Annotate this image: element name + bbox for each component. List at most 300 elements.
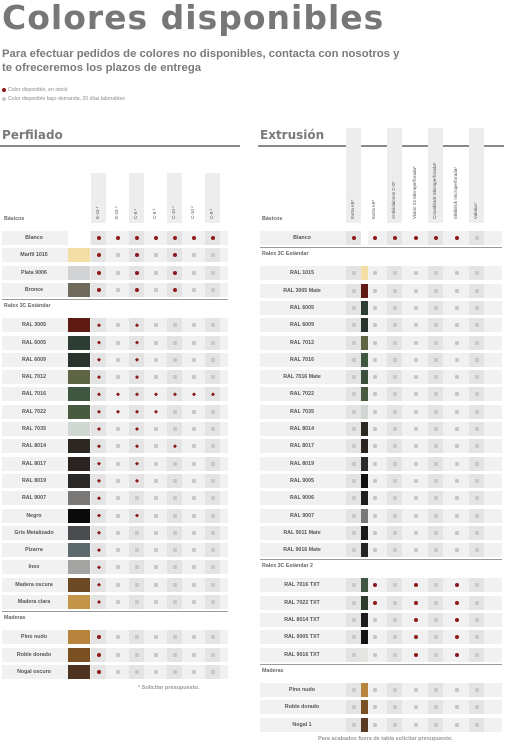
availability-cell bbox=[186, 560, 201, 574]
availability-cell bbox=[449, 509, 464, 523]
on-demand-dot-icon bbox=[211, 583, 215, 587]
availability-cell bbox=[91, 387, 106, 401]
on-demand-dot-icon bbox=[154, 358, 158, 362]
availability-cell bbox=[91, 439, 106, 453]
availability-cell bbox=[346, 683, 361, 697]
on-demand-dot-icon bbox=[414, 410, 418, 414]
availability-cell bbox=[129, 405, 144, 419]
on-demand-dot-icon bbox=[116, 531, 120, 535]
perfilado-row bbox=[2, 664, 228, 680]
availability-cell bbox=[428, 318, 443, 332]
availability-cell bbox=[346, 457, 361, 471]
on-demand-dot-icon bbox=[352, 688, 356, 692]
availability-cell bbox=[428, 231, 443, 245]
color-name: RAL 7022 TXT bbox=[260, 596, 344, 610]
availability-cell bbox=[449, 474, 464, 488]
availability-cell bbox=[205, 422, 220, 436]
extrusion-column-label: Visión 24 Microperforada* bbox=[411, 166, 417, 219]
availability-cell bbox=[91, 509, 106, 523]
on-demand-dot-icon bbox=[434, 358, 438, 362]
availability-cell bbox=[367, 543, 382, 557]
color-name: Madera oscura bbox=[2, 578, 66, 592]
in-stock-dot-icon bbox=[352, 236, 356, 240]
availability-cell bbox=[167, 353, 182, 367]
availability-cell bbox=[186, 405, 201, 419]
on-demand-dot-icon bbox=[393, 705, 397, 709]
availability-cell bbox=[167, 457, 182, 471]
on-demand-dot-icon bbox=[475, 289, 479, 293]
on-demand-dot-icon bbox=[173, 341, 177, 345]
on-demand-dot-icon bbox=[135, 653, 139, 657]
on-demand-dot-icon bbox=[211, 288, 215, 292]
availability-cell bbox=[408, 318, 423, 332]
availability-cell bbox=[387, 370, 402, 384]
color-name: RAL 7022 bbox=[260, 387, 344, 401]
availability-cell bbox=[110, 578, 125, 592]
on-demand-dot-icon bbox=[116, 444, 120, 448]
group-divider bbox=[260, 559, 502, 560]
on-demand-dot-icon bbox=[154, 565, 158, 569]
availability-cell bbox=[205, 266, 220, 280]
availability-cell bbox=[110, 648, 125, 662]
on-demand-dot-icon bbox=[455, 496, 459, 500]
on-demand-dot-icon bbox=[373, 496, 377, 500]
perfilado-column-4 bbox=[167, 173, 182, 223]
in-stock-dot-icon bbox=[97, 653, 101, 657]
on-demand-dot-icon bbox=[352, 548, 356, 552]
availability-cell bbox=[449, 578, 464, 592]
on-demand-dot-icon bbox=[393, 392, 397, 396]
in-stock-dot-icon bbox=[97, 600, 101, 604]
color-name: RAL 6009 bbox=[2, 353, 66, 367]
availability-cell bbox=[129, 266, 144, 280]
on-demand-dot-icon bbox=[192, 375, 196, 379]
availability-cell bbox=[91, 231, 106, 245]
availability-cell bbox=[469, 509, 484, 523]
on-demand-dot-icon bbox=[373, 688, 377, 692]
on-demand-dot-icon bbox=[135, 600, 139, 604]
availability-cell bbox=[428, 648, 443, 662]
on-demand-dot-icon bbox=[434, 618, 438, 622]
on-demand-dot-icon bbox=[154, 341, 158, 345]
in-stock-dot-icon bbox=[192, 236, 196, 240]
on-demand-dot-icon bbox=[455, 427, 459, 431]
in-stock-dot-icon bbox=[97, 288, 101, 292]
in-stock-dot-icon bbox=[154, 410, 158, 414]
on-demand-dot-icon bbox=[393, 514, 397, 518]
color-name: RAL 9005 bbox=[260, 474, 344, 488]
extrusion-column-1 bbox=[367, 128, 382, 223]
on-demand-dot-icon bbox=[373, 531, 377, 535]
availability-cell bbox=[428, 509, 443, 523]
on-demand-dot-icon bbox=[434, 496, 438, 500]
availability-cell bbox=[449, 683, 464, 697]
availability-cell bbox=[408, 284, 423, 298]
availability-cell bbox=[367, 578, 382, 592]
on-demand-dot-icon bbox=[434, 375, 438, 379]
availability-cell bbox=[449, 439, 464, 453]
availability-cell bbox=[367, 630, 382, 644]
perfilado-column-6 bbox=[205, 173, 220, 223]
legend-demand bbox=[2, 96, 125, 102]
availability-cell bbox=[449, 336, 464, 350]
on-demand-dot-icon bbox=[475, 375, 479, 379]
availability-cell bbox=[469, 284, 484, 298]
in-stock-dot-icon bbox=[97, 271, 101, 275]
extrusion-row bbox=[260, 386, 502, 402]
on-demand-dot-icon bbox=[414, 688, 418, 692]
on-demand-dot-icon bbox=[154, 323, 158, 327]
availability-cell bbox=[186, 648, 201, 662]
on-demand-dot-icon bbox=[192, 323, 196, 327]
availability-cell bbox=[148, 231, 163, 245]
availability-cell bbox=[110, 422, 125, 436]
on-demand-dot-icon bbox=[434, 271, 438, 275]
color-name: RAL 3005 Mate bbox=[260, 284, 344, 298]
availability-cell bbox=[129, 578, 144, 592]
color-name: Blanco bbox=[260, 231, 344, 245]
on-demand-dot-icon bbox=[352, 583, 356, 587]
availability-cell bbox=[148, 422, 163, 436]
availability-cell bbox=[408, 353, 423, 367]
availability-cell bbox=[186, 353, 201, 367]
in-stock-dot-icon bbox=[414, 601, 418, 605]
availability-cell bbox=[91, 491, 106, 505]
color-name: RAL 6005 bbox=[260, 301, 344, 315]
color-swatch bbox=[68, 595, 90, 609]
on-demand-dot-icon bbox=[192, 583, 196, 587]
availability-cell bbox=[205, 526, 220, 540]
availability-cell bbox=[129, 439, 144, 453]
availability-cell bbox=[469, 353, 484, 367]
on-demand-dot-icon bbox=[475, 479, 479, 483]
on-demand-dot-icon bbox=[352, 723, 356, 727]
on-demand-dot-icon bbox=[192, 653, 196, 657]
perfilado-row bbox=[2, 386, 228, 402]
availability-cell bbox=[110, 336, 125, 350]
availability-cell bbox=[449, 266, 464, 280]
availability-cell bbox=[129, 248, 144, 262]
availability-cell bbox=[469, 700, 484, 714]
on-demand-dot-icon bbox=[192, 496, 196, 500]
in-stock-dot-icon bbox=[97, 462, 101, 466]
on-demand-dot-icon bbox=[475, 462, 479, 466]
color-swatch bbox=[68, 336, 90, 350]
color-name: RAL 8017 bbox=[260, 439, 344, 453]
availability-cell bbox=[408, 718, 423, 732]
on-demand-dot-icon bbox=[154, 462, 158, 466]
perfilado-row bbox=[2, 265, 228, 281]
on-demand-dot-icon bbox=[192, 410, 196, 414]
availability-cell bbox=[469, 231, 484, 245]
on-demand-dot-icon bbox=[373, 548, 377, 552]
on-demand-dot-icon bbox=[414, 531, 418, 535]
in-stock-dot-icon bbox=[414, 583, 418, 587]
availability-cell bbox=[428, 439, 443, 453]
on-demand-dot-icon bbox=[192, 531, 196, 535]
availability-cell bbox=[428, 474, 443, 488]
section-extrusion-title: Extrusión bbox=[260, 128, 325, 142]
availability-cell bbox=[428, 491, 443, 505]
color-name: RAL 1015 bbox=[260, 266, 344, 280]
color-name: RAL 7016 bbox=[260, 353, 344, 367]
on-demand-dot-icon bbox=[455, 323, 459, 327]
color-name: Gris Metalizado bbox=[2, 526, 66, 540]
on-demand-dot-icon bbox=[173, 548, 177, 552]
on-demand-dot-icon bbox=[475, 410, 479, 414]
perfilado-row bbox=[2, 369, 228, 385]
availability-cell bbox=[387, 439, 402, 453]
on-demand-dot-icon bbox=[154, 288, 158, 292]
availability-cell bbox=[148, 509, 163, 523]
availability-cell bbox=[346, 336, 361, 350]
availability-cell bbox=[449, 613, 464, 627]
availability-cell bbox=[387, 266, 402, 280]
in-stock-dot-icon bbox=[135, 410, 139, 414]
availability-cell bbox=[367, 439, 382, 453]
on-demand-dot-icon bbox=[414, 323, 418, 327]
in-stock-dot-icon bbox=[455, 601, 459, 605]
color-swatch bbox=[68, 491, 90, 505]
availability-cell bbox=[428, 718, 443, 732]
availability-cell bbox=[167, 248, 182, 262]
color-swatch bbox=[68, 526, 90, 540]
availability-cell bbox=[367, 700, 382, 714]
availability-cell bbox=[428, 422, 443, 436]
in-stock-dot-icon bbox=[135, 479, 139, 483]
availability-cell bbox=[167, 595, 182, 609]
in-stock-dot-icon bbox=[414, 653, 418, 657]
in-stock-dot-icon bbox=[97, 427, 101, 431]
on-demand-dot-icon bbox=[475, 514, 479, 518]
availability-cell bbox=[367, 284, 382, 298]
on-demand-dot-icon bbox=[434, 306, 438, 310]
color-name: Marfil 1015 bbox=[2, 248, 66, 262]
availability-cell bbox=[387, 718, 402, 732]
availability-cell bbox=[205, 595, 220, 609]
availability-cell bbox=[167, 422, 182, 436]
availability-cell bbox=[408, 266, 423, 280]
perfilado-column-5 bbox=[186, 173, 201, 223]
extrusion-column-3 bbox=[408, 128, 423, 223]
extrusion-row bbox=[260, 542, 502, 558]
on-demand-dot-icon bbox=[475, 548, 479, 552]
in-stock-dot-icon bbox=[373, 236, 377, 240]
availability-cell bbox=[387, 405, 402, 419]
on-demand-dot-icon bbox=[393, 427, 397, 431]
availability-cell bbox=[346, 439, 361, 453]
extrusion-row bbox=[260, 682, 502, 698]
availability-cell bbox=[346, 509, 361, 523]
availability-cell bbox=[449, 370, 464, 384]
availability-cell bbox=[167, 283, 182, 297]
availability-cell bbox=[346, 284, 361, 298]
availability-cell bbox=[91, 543, 106, 557]
availability-cell bbox=[367, 596, 382, 610]
availability-cell bbox=[367, 509, 382, 523]
availability-cell bbox=[167, 231, 182, 245]
on-demand-dot-icon bbox=[116, 565, 120, 569]
availability-cell bbox=[205, 560, 220, 574]
availability-cell bbox=[186, 491, 201, 505]
on-demand-dot-icon bbox=[192, 253, 196, 257]
availability-cell bbox=[449, 700, 464, 714]
in-stock-dot-icon bbox=[97, 358, 101, 362]
availability-cell bbox=[428, 526, 443, 540]
on-demand-dot-icon bbox=[154, 496, 158, 500]
extrusion-column-label: Antiviolaceos C-8* bbox=[391, 181, 396, 219]
availability-cell bbox=[469, 370, 484, 384]
availability-cell bbox=[205, 457, 220, 471]
in-stock-dot-icon bbox=[135, 462, 139, 466]
on-demand-dot-icon bbox=[211, 444, 215, 448]
on-demand-dot-icon bbox=[455, 514, 459, 518]
availability-cell bbox=[148, 370, 163, 384]
extrusion-column-6 bbox=[469, 128, 484, 223]
availability-cell bbox=[205, 387, 220, 401]
availability-cell bbox=[205, 491, 220, 505]
on-demand-dot-icon bbox=[352, 531, 356, 535]
availability-cell bbox=[346, 630, 361, 644]
availability-cell bbox=[129, 353, 144, 367]
availability-cell bbox=[186, 248, 201, 262]
on-demand-dot-icon bbox=[173, 583, 177, 587]
on-demand-dot-icon bbox=[173, 653, 177, 657]
availability-cell bbox=[129, 457, 144, 471]
availability-cell bbox=[186, 526, 201, 540]
perfilado-row bbox=[2, 352, 228, 368]
availability-cell bbox=[469, 630, 484, 644]
availability-cell bbox=[469, 613, 484, 627]
availability-cell bbox=[408, 387, 423, 401]
on-demand-dot-icon bbox=[434, 392, 438, 396]
availability-cell bbox=[408, 509, 423, 523]
on-demand-dot-icon bbox=[434, 531, 438, 535]
availability-cell bbox=[186, 630, 201, 644]
on-demand-dot-icon bbox=[414, 289, 418, 293]
color-swatch bbox=[68, 266, 90, 280]
availability-cell bbox=[148, 595, 163, 609]
on-demand-dot-icon bbox=[154, 548, 158, 552]
availability-cell bbox=[469, 543, 484, 557]
color-name: Roble dorado bbox=[2, 648, 66, 662]
on-demand-dot-icon bbox=[455, 358, 459, 362]
in-stock-dot-icon bbox=[97, 392, 101, 396]
availability-cell bbox=[469, 718, 484, 732]
availability-cell bbox=[186, 336, 201, 350]
availability-cell bbox=[167, 474, 182, 488]
availability-cell bbox=[346, 370, 361, 384]
availability-cell bbox=[167, 266, 182, 280]
availability-cell bbox=[408, 491, 423, 505]
on-demand-dot-icon bbox=[211, 653, 215, 657]
availability-cell bbox=[110, 266, 125, 280]
extrusion-row bbox=[260, 508, 502, 524]
on-demand-dot-icon bbox=[414, 479, 418, 483]
availability-cell bbox=[387, 509, 402, 523]
extrusion-group-label: Ralex 3C Estándar bbox=[262, 251, 309, 258]
availability-cell bbox=[408, 301, 423, 315]
on-demand-dot-icon bbox=[455, 444, 459, 448]
availability-cell bbox=[346, 596, 361, 610]
on-demand-dot-icon bbox=[393, 723, 397, 727]
perfilado-row bbox=[2, 404, 228, 420]
in-stock-dot-icon bbox=[393, 236, 397, 240]
perfilado-row bbox=[2, 317, 228, 333]
on-demand-dot-icon bbox=[414, 462, 418, 466]
on-demand-dot-icon bbox=[455, 548, 459, 552]
extrusion-row bbox=[260, 456, 502, 472]
on-demand-dot-icon bbox=[192, 271, 196, 275]
extrusion-group-label: Básicos bbox=[262, 216, 283, 222]
on-demand-dot-icon bbox=[455, 306, 459, 310]
availability-cell bbox=[469, 405, 484, 419]
availability-cell bbox=[449, 543, 464, 557]
on-demand-dot-icon bbox=[393, 635, 397, 639]
in-stock-dot-icon bbox=[97, 531, 101, 535]
availability-cell bbox=[449, 231, 464, 245]
on-demand-dot-icon bbox=[393, 462, 397, 466]
on-demand-dot-icon bbox=[211, 548, 215, 552]
availability-cell bbox=[148, 439, 163, 453]
availability-cell bbox=[91, 474, 106, 488]
extrusion-note: Para acabados fuera de tabla solicitar presupuesto. bbox=[318, 736, 453, 742]
on-demand-dot-icon bbox=[211, 253, 215, 257]
on-demand-dot-icon bbox=[455, 462, 459, 466]
availability-cell bbox=[428, 596, 443, 610]
availability-cell bbox=[449, 405, 464, 419]
availability-cell bbox=[129, 665, 144, 679]
on-demand-dot-icon bbox=[116, 479, 120, 483]
availability-cell bbox=[346, 422, 361, 436]
on-demand-dot-icon bbox=[116, 635, 120, 639]
availability-cell bbox=[167, 405, 182, 419]
on-demand-dot-icon bbox=[434, 444, 438, 448]
perfilado-row bbox=[2, 647, 228, 663]
on-demand-dot-icon bbox=[393, 548, 397, 552]
on-demand-dot-icon bbox=[373, 358, 377, 362]
availability-cell bbox=[469, 422, 484, 436]
availability-cell bbox=[148, 318, 163, 332]
availability-cell bbox=[110, 439, 125, 453]
on-demand-dot-icon bbox=[352, 462, 356, 466]
color-name: Blanco bbox=[2, 231, 66, 245]
availability-cell bbox=[387, 683, 402, 697]
availability-cell bbox=[367, 370, 382, 384]
availability-cell bbox=[408, 543, 423, 557]
color-name: RAL 7022 bbox=[2, 405, 66, 419]
on-demand-dot-icon bbox=[211, 531, 215, 535]
extrusion-column-0 bbox=[346, 128, 361, 223]
color-name: Bronce bbox=[2, 283, 66, 297]
availability-cell bbox=[129, 509, 144, 523]
availability-cell bbox=[367, 353, 382, 367]
availability-cell bbox=[449, 457, 464, 471]
in-stock-dot-icon bbox=[97, 496, 101, 500]
availability-cell bbox=[167, 578, 182, 592]
perfilado-column-label: C-8 ¹ bbox=[133, 208, 138, 219]
availability-cell bbox=[110, 595, 125, 609]
on-demand-dot-icon bbox=[135, 670, 139, 674]
on-demand-dot-icon bbox=[475, 688, 479, 692]
availability-cell bbox=[91, 266, 106, 280]
availability-cell bbox=[428, 613, 443, 627]
color-name: Plata 9006 bbox=[2, 266, 66, 280]
in-stock-dot-icon bbox=[135, 341, 139, 345]
availability-cell bbox=[428, 370, 443, 384]
perfilado-column-1 bbox=[110, 173, 125, 223]
availability-cell bbox=[167, 370, 182, 384]
